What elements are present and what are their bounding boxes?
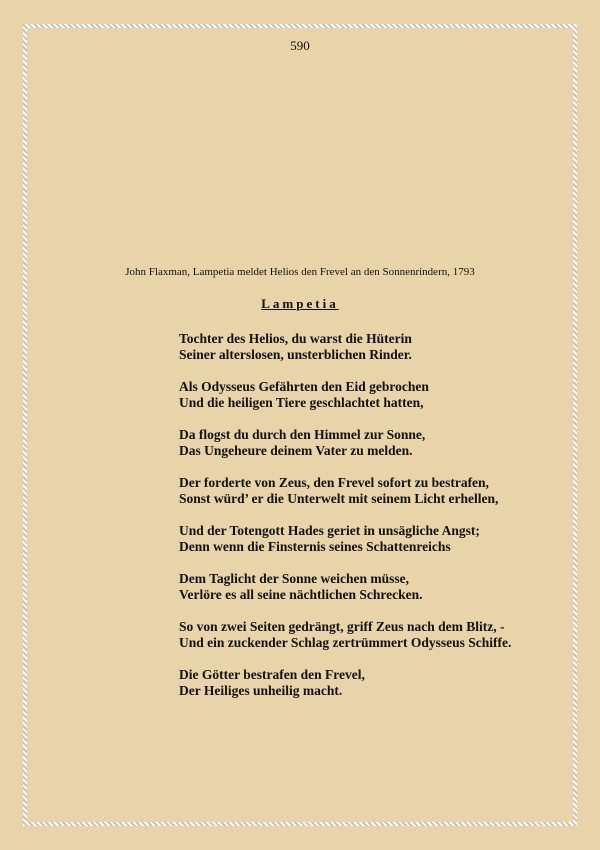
poem-line: Verlöre es all seine nächtlichen Schrecken. — [179, 587, 423, 602]
poem-line: Denn wenn die Finsternis seines Schattenreichs — [179, 539, 451, 554]
poem-line: Und die heiligen Tiere geschlachtet hatten, — [179, 395, 424, 410]
poem-line: Der Heiliges unheilig macht. — [179, 683, 343, 698]
stanza — [179, 427, 579, 459]
poem-line: Dem Taglicht der Sonne weichen müsse, — [179, 571, 410, 586]
poem-line: Da flogst du durch den Himmel zur Sonne, — [179, 427, 426, 442]
poem-line: Und ein zuckender Schlag zertrümmert Odysseus Schiffe. — [179, 635, 512, 650]
stanza — [179, 331, 579, 363]
stanza — [179, 667, 579, 699]
stanza — [179, 523, 579, 555]
poem-body — [179, 331, 579, 715]
poem-line: Und der Totengott Hades geriet in unsägliche Angst; — [179, 523, 480, 538]
poem-title: Lampetia — [261, 296, 339, 311]
poem-line: Tochter des Helios, du warst die Hüterin — [179, 331, 412, 346]
image-caption: John Flaxman, Lampetia meldet Helios den Frevel an den Sonnenrindern, 1793 — [125, 266, 475, 278]
stanza — [179, 475, 579, 507]
poem-line: Die Götter bestrafen den Frevel, — [179, 667, 365, 682]
poem-line: Sonst würd’ er die Unterwelt mit seinem Licht erhellen, — [179, 491, 499, 506]
poem-line: So von zwei Seiten gedrängt, griff Zeus nach dem Blitz, - — [179, 619, 505, 634]
poem-line: Das Ungeheure deinem Vater zu melden. — [179, 443, 413, 458]
stanza — [179, 571, 579, 603]
page-number: 590 — [290, 38, 310, 53]
poem-line: Als Odysseus Gefährten den Eid gebrochen — [179, 379, 429, 394]
poem-line: Seiner alterslosen, unsterblichen Rinder. — [179, 347, 412, 362]
stanza — [179, 619, 579, 651]
poem-line: Der forderte von Zeus, den Frevel sofort zu bestrafen, — [179, 475, 489, 490]
stanza — [179, 379, 579, 411]
